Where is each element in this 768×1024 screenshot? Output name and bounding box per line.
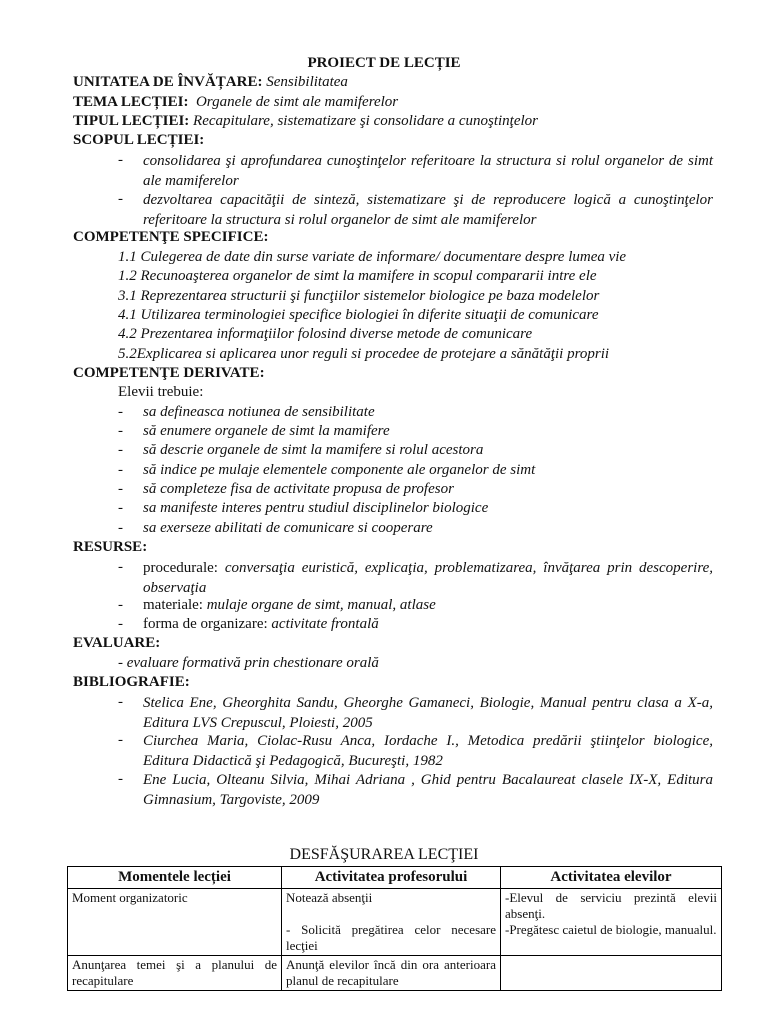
column-header: Momentele lecției [68,867,282,889]
elevi-cell [501,889,722,956]
evaluare-label: EVALUARE: [73,635,161,651]
column-header: Activitatea elevilor [501,867,722,889]
resurse-text: activitate frontală [271,616,379,632]
bibliografie-item: Ene Lucia, Olteanu Silvia, Mihai Adriana , Ghid pentru Bacalaureat clasele IX-X, Editura Gimnasium, Targoviste, 2009 [143,772,713,808]
tema-row [73,94,398,111]
elevi-cell [501,956,722,991]
document-title: PROIECT DE LECȚIE [307,55,461,71]
competenta-derivata: sa manifeste interes pentru studiul disciplinelor biologice [143,500,489,516]
competente-derivate-intro: Elevii trebuie: [118,384,204,400]
bibliografie-item: Stelica Ene, Gheorghita Sandu, Gheorghe Gamaneci, Biologie, Manual pentru clasa a X-a, Editura LVS Crepuscul, Ploiesti, 2005 [143,695,713,731]
competenta-derivata: să descrie organele de simt la mamifere si rolul acestora [143,442,484,458]
competenta-specifica: 5.2Explicarea si aplicarea unor reguli si procedee de protejare a sănătăţii proprii [118,346,610,362]
competenta-derivata: sa exerseze abilitati de comunicare si cooperare [143,520,433,536]
table-row [68,889,722,956]
resurse-lead: materiale: [143,597,203,613]
resurse-label: RESURSE: [73,539,148,555]
table-header-row [68,867,722,889]
competenta-derivata: să enumere organele de simt la mamifere [143,423,390,439]
evaluare-text: - evaluare formativă prin chestionare orală [118,655,379,671]
column-header: Activitatea profesorului [282,867,501,889]
competenta-specifica: 1.2 Recunoaşterea organelor de simt la mamifere in scopul compararii intre ele [118,268,597,284]
profesor-line: Notează absenţii [286,890,373,905]
unitatea-value: Sensibilitatea [266,74,348,90]
competente-specifice-label: COMPETENŢE SPECIFICE: [73,229,269,245]
resurse-forma [143,616,379,633]
competente-derivate-label: COMPETENŢE DERIVATE: [73,365,265,381]
document-page: PROIECT DE LECȚIE UNITATEA DE ÎNVĂȚARE: Sensibilitatea TEMA LECȚIEI: Organele de simt ale mamiferelor TIPUL LECȚIEI: Recapitulare, sistematizare şi consolidare a cunoştinţelor SCOPUL LECȚIEI: - consolidarea şi aprofundarea cunoştinţelor referitoare la structura si rolul organelor de simt ale mamiferelor - dezvoltarea capacităţii de sinteză, sistematizare şi de reproducere logică a cunoştinţelor referitoare la structura si rolul organelor de simt ale mamiferelor COMPETENŢE SPECIFICE: 1.1 Culegerea de date din surse variate de informare/ documentare despre lumea vie 1.2 Recunoaşterea organelor de simt la mamifere in scopul compararii intre ele 3.1 Reprezentarea structurii şi funcţiilor sistemelor biologice pe baza modelelor 4.1 Utilizarea terminologiei specifice biologiei în diferite situaţii de comunicare 4.2 Prezentarea informaţiilor folosind diverse metode de comunicare 5.2Explicarea si aplicarea unor reguli si procedee de protejare a sănătăţii proprii COMPETENŢE DERIVATE: Elevii trebuie: - sa defineasca notiunea de sensibilitate - să enumere organele de simt la mamifere - să descrie organele de simt la mamifere si rolul acestora - să indice pe mulaje elementele componente ale organelor de simt - să completeze fisa de activitate propusa de profesor - sa manifeste interes pentru studiul disciplinelor biologice - sa exerseze abilitati de comunicare si cooperare RESURSE: - procedurale: conversaţia euristică, explicaţia, problematizarea, învăţarea prin descoperire, observaţia - materiale: mulaje organe de simt, manual, atlase - forma de organizare: activitate frontală EVALUARE: - evaluare formativă prin chestionare orală BIBLIOGRAFIE: - Stelica Ene, Gheorghita Sandu, Gheorghe Gamaneci, Biologie, Manual pentru clasa a X-a, Editura LVS Crepuscul, Ploiesti, 2005 - Ciurchea Maria, Ciolac-Rusu Anca, Iordache I., Metodica predării ştiinţelor biologice, Editura Didactică şi Pedagogică, Bucureşti, 1982 - Ene Lucia, Olteanu Silvia, Mihai Adriana , Ghid pentru Bacalaureat clasele IX-X, Editura Gimnasium, Targoviste, 2009 DESFĂŞURAREA LECŢIEI Momentele lecției Activitatea profesorului Activitatea elevilor Moment organizatoric Notează absenţii - Solicită pregătirea celor necesare lecţiei -Elevul de serviciu prezintă elevii absenţi. -Pregătesc caietul de biologie, manualul. Anunţarea temei şi a planului de recapitulare Anunţă elevilor încă din ora anterioara planul de recapitulare [0,0,768,1024]
bibliografie-item: Ciurchea Maria, Ciolac-Rusu Anca, Iordache I., Metodica predării ştiinţelor biologice, Editura Didactică şi Pedagogică, Bucureşti, 1982 [143,733,713,769]
unitatea-label: UNITATEA DE ÎNVĂȚARE: [73,74,263,90]
elevi-line: -Pregătesc caietul de biologie, manualul. [505,922,717,937]
moment-cell: Moment organizatoric [68,889,282,956]
unitatea-row [73,74,348,91]
resurse-text: mulaje organe de simt, manual, atlase [206,597,436,613]
resurse-lead: forma de organizare: [143,616,268,632]
tema-value: Organele de simt ale mamiferelor [195,94,399,110]
tipul-label: TIPUL LECȚIEI: [73,113,190,129]
elevi-line: -Elevul de serviciu prezintă elevii absenţi. [505,890,717,921]
tema-label: TEMA LECȚIEI: [73,94,189,110]
resurse-lead: procedurale: [143,560,218,576]
profesor-cell: Anunţă elevilor încă din ora anterioara planul de recapitulare [282,956,501,991]
competenta-derivata: să completeze fisa de activitate propusa de profesor [143,481,454,497]
scopul-item-1: consolidarea şi aprofundarea cunoştinţelor referitoare la structura si rolul organelor de simt ale mamiferelor [143,153,713,189]
competenta-specifica: 3.1 Reprezentarea structurii şi funcţiilor sistemelor biologice pe baza modelelor [118,288,600,304]
resurse-text: conversaţia euristică, explicaţia, problematizarea, învăţarea prin descoperire, observaţia [143,560,714,596]
profesor-line: - Solicită pregătirea celor necesare lecţiei [286,922,496,953]
table-row [68,956,722,991]
tipul-value: Recapitulare, sistematizare şi consolidare a cunoştinţelor [193,113,539,129]
resurse-materiale [143,597,436,614]
tipul-row [73,113,538,130]
profesor-cell [282,889,501,956]
desfasurarea-table [67,866,722,991]
moment-cell: Anunţarea temei şi a planului de recapitulare [68,956,282,991]
desfasurarea-title: DESFĂŞURAREA LECŢIEI [289,846,479,863]
resurse-procedurale [143,559,713,598]
scopul-label: SCOPUL LECȚIEI: [73,132,205,148]
competenta-derivata: sa defineasca notiunea de sensibilitate [143,404,375,420]
competenta-specifica: 4.2 Prezentarea informaţiilor folosind diverse metode de comunicare [118,326,533,342]
competenta-derivata: să indice pe mulaje elementele componente ale organelor de simt [143,462,536,478]
bibliografie-label: BIBLIOGRAFIE: [73,674,190,690]
scopul-dash-2: - [118,191,123,207]
scopul-item-2: dezvoltarea capacităţii de sinteză, sistematizare şi de reproducere logică a cunoştinţelor referitoare la structura si rolul organelor de simt ale mamiferelor [143,192,713,228]
competenta-specifica: 4.1 Utilizarea terminologiei specifice biologiei în diferite situaţii de comunicare [118,307,599,323]
competenta-specifica: 1.1 Culegerea de date din surse variate de informare/ documentare despre lumea vie [118,249,627,265]
scopul-dash-1: - [118,152,123,168]
